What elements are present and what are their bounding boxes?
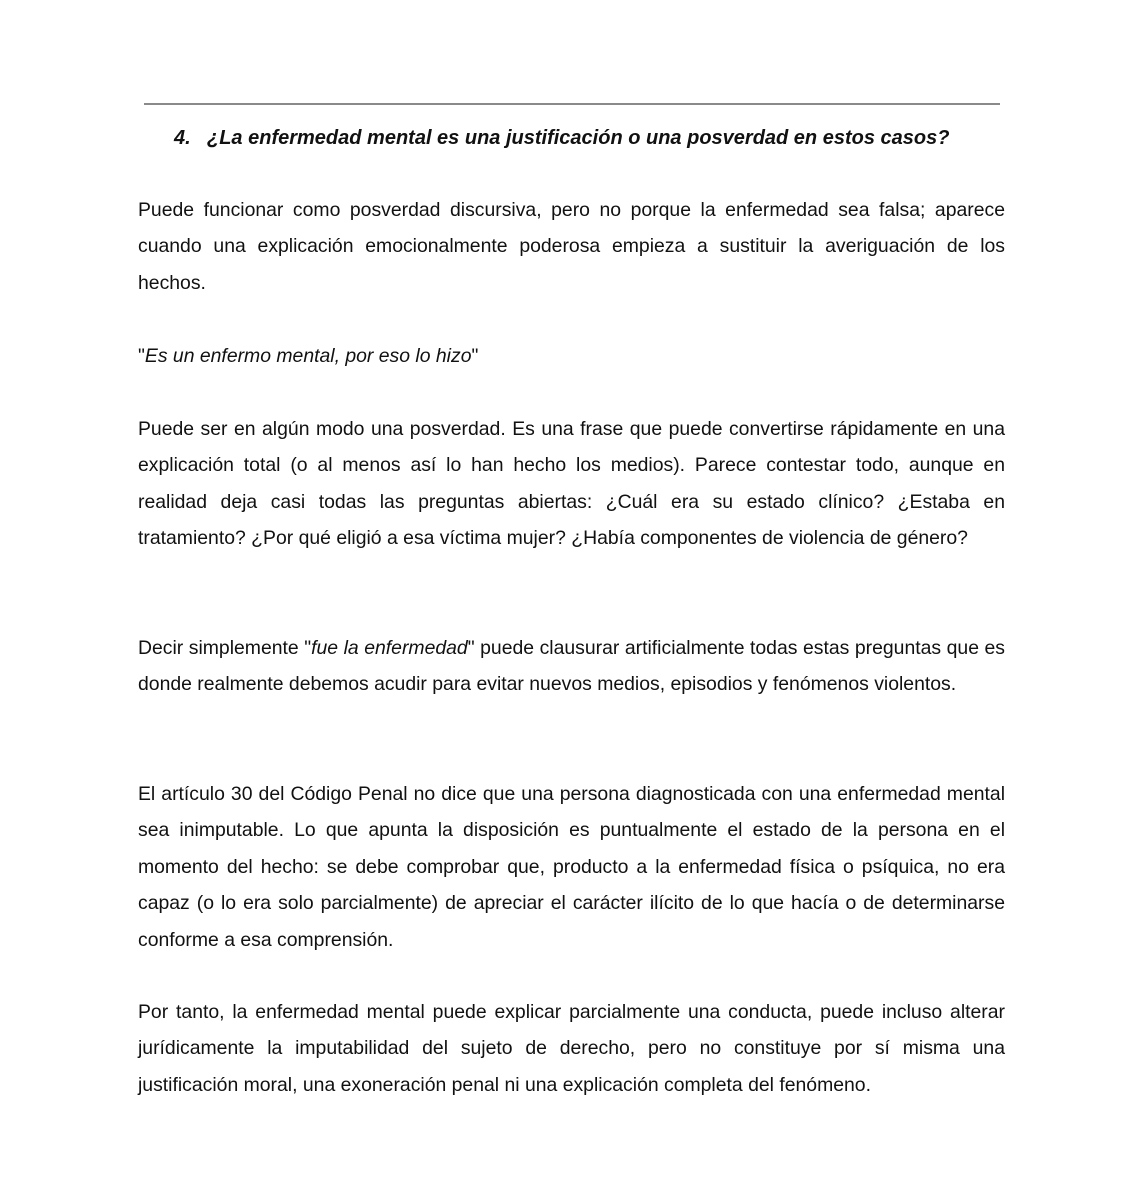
paragraph-6: Por tanto, la enfermedad mental puede explicar parcialmente una conducta, puede incluso alterar jurídicamente la imputabilidad del sujeto de derecho, pero no constituye por sí misma una justificación moral, una exoneración penal ni una explicación completa del fenómeno. xyxy=(138,1001,1005,1096)
paragraph-4-after: " puede clausurar artificialmente todas estas preguntas que es donde realmente debemos acudir para evitar nuevos medios, episodios y fenómenos violentos. xyxy=(138,637,1005,696)
top-divider xyxy=(144,103,1000,105)
paragraph-1: Puede funcionar como posverdad discursiva, pero no porque la enfermedad sea falsa; aparece cuando una explicación emocionalmente poderosa empieza a sustituir la averiguación de los hechos. xyxy=(138,199,1005,294)
paragraph-4 xyxy=(138,630,1005,703)
paragraph-4-emphasis: fue la enfermedad xyxy=(311,637,468,659)
paragraph-4-before: Decir simplemente " xyxy=(138,637,312,659)
section-number: 4. xyxy=(174,127,191,149)
quote-text: Es un enfermo mental, por eso lo hizo xyxy=(144,345,472,367)
paragraph-3: Puede ser en algún modo una posverdad. Es una frase que puede convertirse rápidamente en una explicación total (o al menos así lo han hecho los medios). Parece contestar todo, aunque en realidad deja casi todas las preguntas abiertas: ¿Cuál era su estado clínico? ¿Estaba en tratamiento? ¿Por qué eligió a esa víctima mujer? ¿Había componentes de violencia de género? xyxy=(138,418,1005,550)
quote-close-mark: " xyxy=(471,345,479,367)
paragraph-5: El artículo 30 del Código Penal no dice que una persona diagnosticada con una enfermedad mental sea inimputable. Lo que apunta la disposición es puntualmente el estado de la persona en el momento del hecho: se debe comprobar que, producto a la enfermedad física o psíquica, no era capaz (o lo era solo parcialmente) de apreciar el carácter ilícito de lo que hacía o de determinarse conforme a esa comprensión. xyxy=(138,783,1005,951)
quote-open-mark: " xyxy=(138,345,145,367)
quote-paragraph xyxy=(138,338,1005,374)
section-title: ¿La enfermedad mental es una justificación o una posverdad en estos casos? xyxy=(207,127,950,149)
section-heading xyxy=(174,125,1014,151)
